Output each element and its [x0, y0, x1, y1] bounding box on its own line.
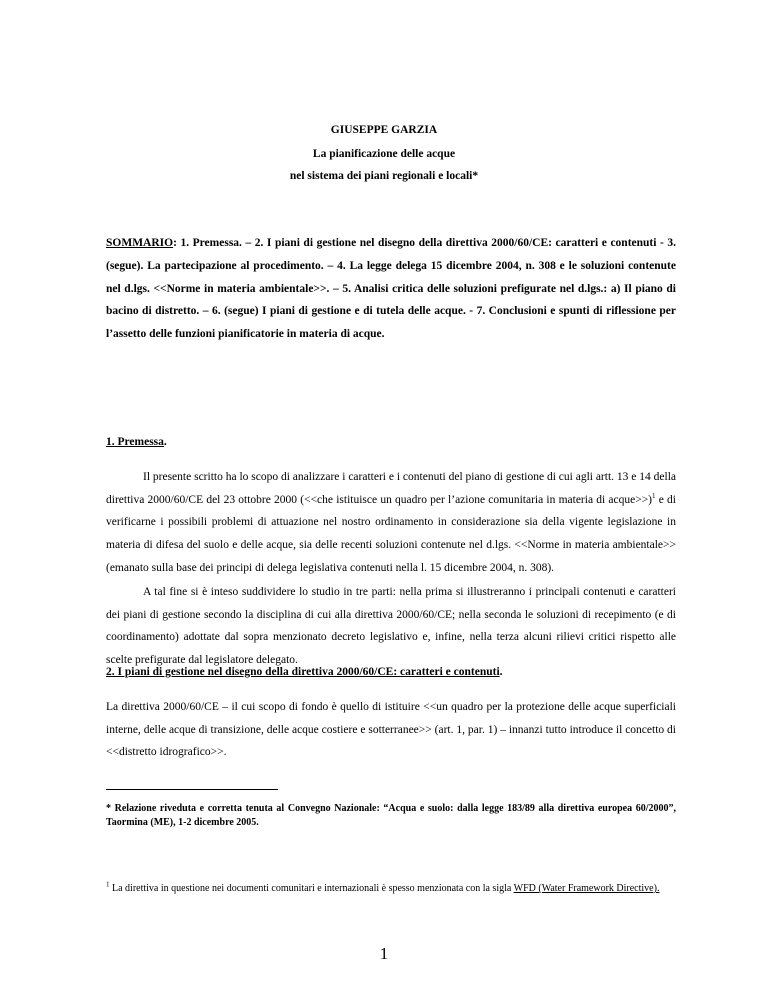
footnote-star: * Relazione riveduta e corretta tenuta al Convegno Nazionale: “Acqua e suolo: dalla legge 183/89 alla direttiva europea 60/2000”, Taormina (ME), 1-2 dicembre 2005. — [106, 803, 676, 828]
section-heading-1-dot: . — [163, 436, 167, 448]
summary-paragraph — [106, 232, 676, 346]
section-heading-2-dot: . — [499, 666, 503, 678]
paragraph-direttiva-1: La direttiva 2000/60/CE – il cui scopo di fondo è quello di istituire <<un quadro per la protezione delle acque superficiali interne, delle acque di transizione, delle acque costiere e sotterranee>> (art. 1, par. 1) – innanzi tutto introduce il concetto di <<distretto idrografico>>. — [106, 701, 676, 759]
footnote-1-number: 1 — [106, 880, 110, 889]
section-heading-1 — [106, 432, 167, 450]
paragraph-premessa-1-b: e di verificarne i possibili problemi di attuazione nel nostro ordinamento in considerazione sia della vigente legislazione in materia di difesa del suolo e delle acque, sia delle recenti soluzioni contenute nel d.lgs. <<Norme in materia ambientale>> (emanato sulla base dei principi di delega legislativa contenuti nella l. 15 dicembre 2004, n. 308). — [106, 493, 676, 574]
footnote-1 — [106, 882, 676, 896]
section-heading-1-text: 1. Premessa — [106, 436, 164, 448]
paragraph-premessa-2: A tal fine si è inteso suddividere lo studio in tre parti: nella prima si illustreranno i principali contenuti e caratteri dei piani di gestione secondo la disciplina di cui alla direttiva 2000/60/CE; nella seconda le soluzioni di recepimento (e di coordinamento) adottate dal sopra menzionato decreto legislativo e, infine, nella terza alcuni rilievi critici rispetto alle scelte prefigurate dal legislatore delegato. — [106, 586, 676, 667]
title-line-2: nel sistema dei piani regionali e locali* — [289, 170, 479, 182]
footnote-separator — [106, 789, 278, 790]
summary-label: SOMMARIO — [106, 237, 174, 249]
footnote-ref-1: 1 — [652, 491, 656, 500]
author-name: GIUSEPPE GARZIA — [330, 124, 438, 136]
summary-text: : 1. Premessa. – 2. I piani di gestione nel disegno della direttiva 2000/60/CE: caratteri e contenuti - 3. (segue). La partecipazione al procedimento. – 4. La legge delega 15 dicembre 2004, n. 308 e le soluzioni contenute nel d.lgs. <<Norme in materia ambientale>>. – 5. Analisi critica delle soluzioni prefigurate nel d.lgs.: a) Il piano di bacino di distretto. – 6. (segue) I piani di gestione e di tutela delle acque. - 7. Conclusioni e spunti di riflessione per l’assetto delle funzioni pianificatorie in materia di acque. — [106, 237, 676, 341]
paragraph-premessa-1-a: Il presente scritto ha lo scopo di analizzare i caratteri e i contenuti del piano di gestione di cui agli artt. 13 e 14 della direttiva 2000/60/CE del 23 ottobre 2000 (<<che istituisce un quadro per l’azione comunitaria in materia di acque>>) — [106, 471, 676, 506]
section-heading-2 — [106, 662, 503, 680]
footnote-1-text: La direttiva in questione nei documenti comunitari e internazionali è spesso menzionata con la sigla — [109, 883, 514, 894]
footnote-1-acronym: WFD (Water Framework Directive). — [513, 883, 660, 894]
title-line-1: La pianificazione delle acque — [312, 148, 456, 160]
paragraph-premessa-1 — [106, 466, 676, 580]
section-heading-2-text: 2. I piani di gestione nel disegno della direttiva 2000/60/CE: caratteri e contenuti — [106, 666, 500, 678]
page-number: 1 — [379, 944, 389, 963]
